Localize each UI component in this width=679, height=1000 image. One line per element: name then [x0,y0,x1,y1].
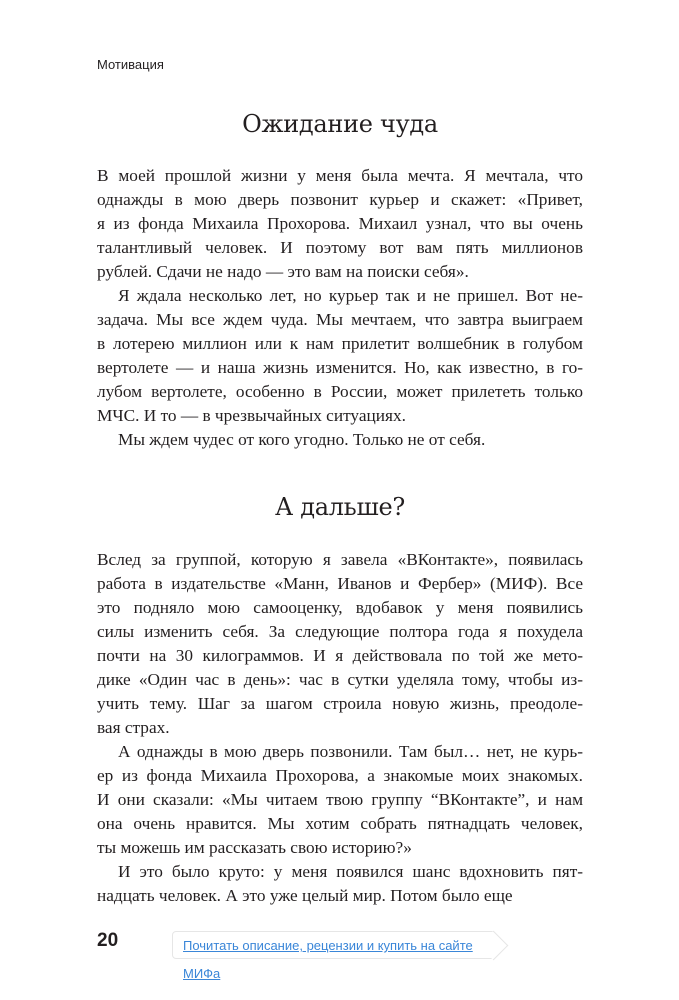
text-line: почти на 30 килограммов. И я действовала по той же мето- [97,646,583,665]
text-line: вая страх. [97,718,170,737]
text-line: А однажды в мою дверь позвонили. Там был… нет, не курь- [118,742,583,761]
text-line: я из фонда Михаила Прохорова. Михаил узнал, что вы очень [97,214,583,233]
text-line: задача. Мы все ждем чуда. Мы мечтаем, что завтра выиграем [97,310,583,329]
text-line: талантливый человек. И поэтому вот вам пять миллионов [97,238,583,257]
section-body-waiting-for-miracle [97,164,583,452]
text-line: МЧС. И то — в чрезвычайных ситуациях. [97,406,406,425]
text-line: она очень нравится. Мы хотим собрать пятнадцать человек, [97,814,583,833]
section-title-what-next: А дальше? [275,493,405,521]
text-line: работа в издательстве «Манн, Иванов и Фербер» (МИФ). Все [97,574,583,593]
text-line: в лотерею миллион или к нам прилетит волшебник в голубом [97,334,583,353]
text-line: рублей. Сдачи не надо — это вам на поиски себя». [97,262,469,281]
text-line: учить тему. Шаг за шагом строила новую жизнь, преодоле- [97,694,583,713]
text-line: вертолете — и наша жизнь изменится. Но, как известно, в го- [97,358,583,377]
text-line: И это было круто: у меня появился шанс вдохновить пят- [118,862,583,881]
text-line: ты можешь им рассказать свою историю?» [97,838,412,857]
text-line: лубом вертолете, особенно в России, может прилететь только [97,382,583,401]
text-line: силы изменить себя. За следующие полтора года я похудела [97,622,583,641]
buy-link-label: Почитать описание, рецензии и купить на сайте МИФа [183,938,473,981]
section-body-what-next [97,548,583,908]
text-line: Мы ждем чудес от кого угодно. Только не от себя. [118,430,486,449]
text-line: это подняло мою самооценку, вдобавок у меня появились [97,598,583,617]
text-line: Вслед за группой, которую я завела «ВКонтакте», появилась [97,550,583,569]
running-head: Мотивация [97,57,164,72]
text-line: Я ждала несколько лет, но курьер так и не пришел. Вот не- [118,286,583,305]
text-line: дике «Один час в день»: час в сутки уделяла тому, чтобы из- [97,670,583,689]
page-number: 20 [97,930,119,951]
text-line: И они сказали: «Мы читаем твою группу “ВКонтакте”, и нам [97,790,583,809]
text-line: ер из фонда Михаила Прохорова, а знакомые моих знакомых. [97,766,583,785]
section-title-waiting-for-miracle: Ожидание чуда [242,110,438,138]
buy-on-mif-link[interactable] [172,931,494,981]
text-line: однажды в мою дверь позвонит курьер и скажет: «Привет, [97,190,583,209]
text-line: надцать человек. А это уже целый мир. Потом было еще [97,886,513,905]
text-line: В моей прошлой жизни у меня была мечта. Я мечтала, что [97,166,583,185]
